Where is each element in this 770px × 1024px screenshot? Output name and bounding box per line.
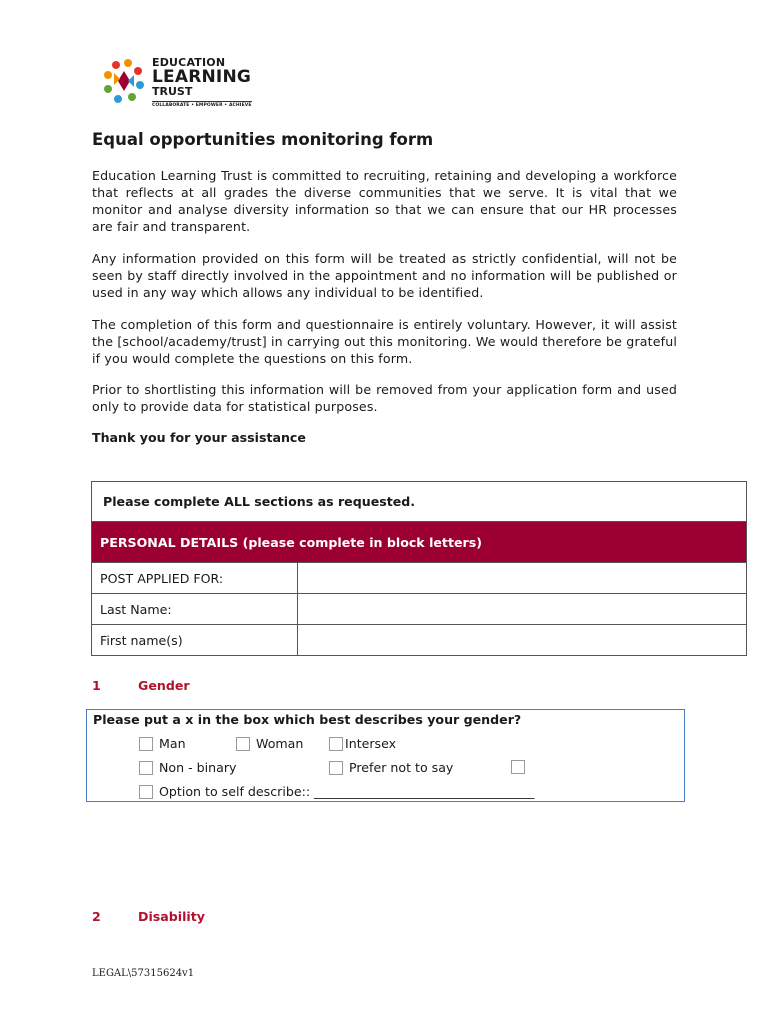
intro-paragraph-2: Any information provided on this form will be treated as strictly confidential, will not be seen by staff directly involved in the appointment and no information will be published or used in any way which allows any individual to be identified. (92, 251, 677, 300)
intro-paragraph-3: The completion of this form and questionnaire is entirely voluntary. However, it will assist the [school/academy/trust] in carrying out this monitoring. We would therefore be grateful if you would complete the questions on this form. (92, 317, 677, 366)
post-applied-label: POST APPLIED FOR: (92, 563, 298, 594)
woman-checkbox[interactable] (236, 737, 250, 751)
personal-details-header: PERSONAL DETAILS (please complete in block letters) (92, 522, 747, 563)
woman-label: Woman (256, 736, 304, 751)
non-binary-label: Non - binary (159, 760, 237, 775)
document-reference: LEGAL\57315624v1 (92, 968, 195, 979)
section-title: Gender (138, 678, 190, 693)
prefer-not-checkbox[interactable] (329, 761, 343, 775)
section-number: 1 (92, 678, 101, 693)
self-describe-checkbox[interactable] (139, 785, 153, 799)
gender-option-man (139, 736, 186, 751)
table-row (92, 563, 747, 594)
intro-paragraph-4: Prior to shortlisting this information will be removed from your application form and used only to provide data for statistical purposes. (92, 382, 677, 414)
non-binary-checkbox[interactable] (139, 761, 153, 775)
trust-logo-mark-icon (100, 57, 148, 105)
logo-line-trust: TRUST (152, 85, 193, 98)
man-checkbox[interactable] (139, 737, 153, 751)
first-name-label: First name(s) (92, 625, 298, 656)
logo-line-learning: LEARNING (152, 67, 252, 87)
gender-option-extra (511, 760, 531, 774)
last-name-field[interactable] (298, 594, 747, 625)
personal-details-table (91, 481, 747, 656)
logo-line-education: EDUCATION (152, 56, 226, 69)
gender-option-non-binary (139, 760, 236, 775)
man-label: Man (159, 736, 186, 751)
intersex-checkbox[interactable] (329, 737, 343, 751)
logo-tagline: COLLABORATE • EMPOWER • ACHIEVE (152, 103, 252, 108)
gender-option-self-describe (139, 784, 534, 799)
table-row (92, 625, 747, 656)
table-row (92, 594, 747, 625)
extra-checkbox[interactable] (511, 760, 525, 774)
intro-paragraph-1: Education Learning Trust is committed to recruiting, retaining and developing a workforce that reflects at all grades the diverse communities that we serve. It is vital that we monitor and analyse diversity information so that we can ensure that our HR processes are fair and transparent. (92, 168, 677, 234)
gender-option-intersex (329, 736, 396, 751)
gender-question-box (86, 709, 685, 802)
form-instruction: Please complete ALL sections as requested. (92, 482, 747, 522)
section-number: 2 (92, 909, 101, 924)
first-name-field[interactable] (298, 625, 747, 656)
self-describe-label[interactable]: Option to self describe:: ___________________________________ (159, 784, 535, 799)
last-name-label: Last Name: (92, 594, 298, 625)
page-title: Equal opportunities monitoring form (92, 130, 434, 149)
trust-logo (100, 55, 260, 108)
gender-option-woman (236, 736, 303, 751)
section-heading-disability (92, 909, 205, 924)
post-applied-field[interactable] (298, 563, 747, 594)
thanks-text: Thank you for your assistance (92, 430, 306, 445)
gender-option-prefer-not (329, 760, 453, 775)
section-heading-gender (92, 678, 190, 693)
prefer-not-label: Prefer not to say (349, 760, 454, 775)
intersex-label: Intersex (345, 736, 397, 751)
gender-question: Please put a x in the box which best describes your gender? (93, 712, 522, 727)
section-title: Disability (138, 909, 205, 924)
